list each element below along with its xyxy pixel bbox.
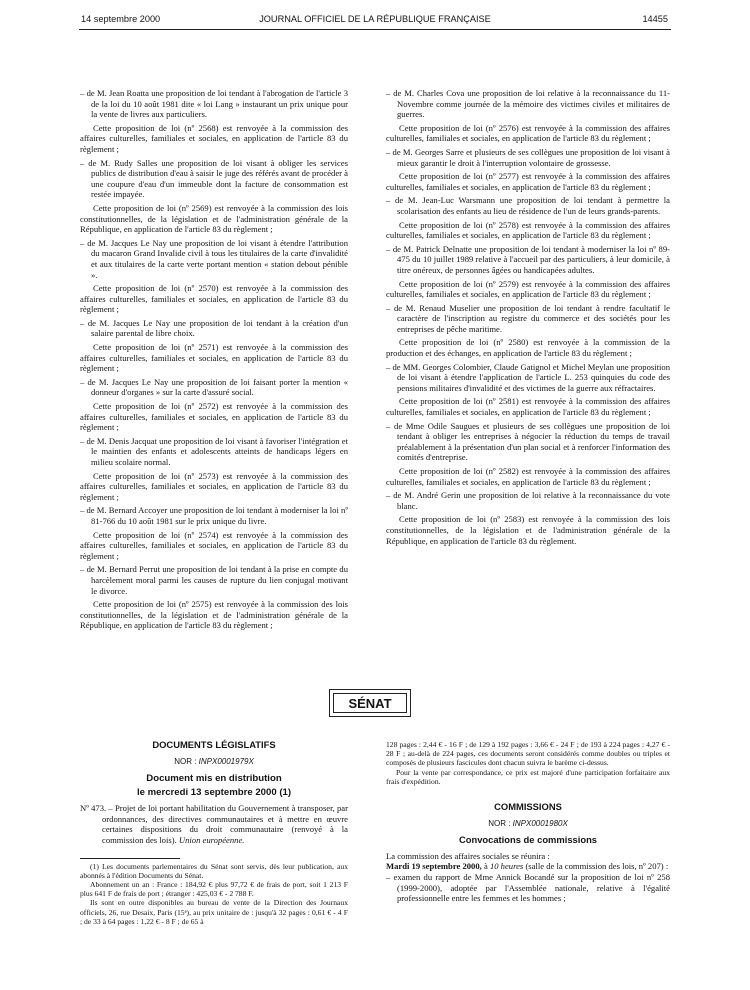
meeting-day: Mardi 19 septembre 2000, — [386, 861, 482, 872]
document-title-2: le mercredi 13 septembre 2000 (1) — [136, 787, 292, 799]
footnote-p2: Abonnement un an : France : 184,92 € plus 97,72 € de frais de port, soit 1 213 F plus 641 F de frais de port ; étranger : 425,03 € - 2 788 F. — [80, 879, 348, 899]
proposal-item: – de M. Jean-Luc Warsmann une proposition de loi tendant à permettre la scolarisation des enfants au lieu de résidence de l'un de leurs grands-parents. — [386, 195, 670, 216]
footnote-p3: Ils sont en outre disponibles au bureau de vente de la Direction des Journaux officiels, 26, rue Desaix, Paris (15ᵉ), au prix unitaire de : jusqu'à 32 pages : 0,61 € - 4 F ; de 33 à 64 pages : 1,22 € - 8 F ; de 65 à — [80, 898, 348, 926]
referral-paragraph: Cette proposition de loi (nº 2573) est renvoyée à la commission des affaires culturelles, familiales et sociales, en application de l'article 83 du règlement ; — [80, 470, 348, 502]
footnote-rule — [80, 858, 180, 859]
senat-box — [329, 689, 411, 717]
tariff-p1: 128 pages : 2,44 € - 16 F ; de 129 à 192 pages : 3,66 € - 24 F ; de 193 à 224 pages : 4,27 € - 28 F ; au-delà de 224 pages, ces documents seront considérés comme doubles ou triples et composés de plusieurs fascicules dont chacun suivra le barème ci-dessus. — [386, 740, 670, 768]
proposal-item: – de M. André Gerin une proposition de loi relative à la reconnaissance du vote blanc. — [386, 490, 670, 511]
proposal-item: – de M. Jacques Le Nay une proposition de loi faisant porter la mention « donneur d'organes » sur la carte d'assuré social. — [80, 376, 348, 398]
referral-paragraph: Cette proposition de loi (nº 2582) est renvoyée à la commission des affaires culturelles, familiales et sociales, en application de l'article 83 du règlement ; — [386, 466, 670, 487]
page-number: 14455 — [642, 14, 668, 24]
proposal-item: – de MM. Georges Colombier, Claude Gatignol et Michel Meylan une proposition de loi visant à étendre l'application de l'article L. 253 quinquies du code des pensions militaires d'invalidité et des victimes de la guerre aux réfractaires. — [386, 361, 670, 393]
proposal-item: – de M. Renaud Muselier une proposition de loi tendant à rendre facultatif le caractère de l'inscription au registre du commerce et des sociétés pour les entreprises de pêche maritime. — [386, 302, 670, 334]
journal-title: JOURNAL OFFICIEL DE LA RÉPUBLIQUE FRANÇAISE — [259, 14, 491, 24]
referral-paragraph: Cette proposition de loi (nº 2568) est renvoyée à la commission des affaires culturelles, familiales et sociales, en application de l'article 83 du règlement ; — [80, 122, 348, 154]
proposal-item: – de M. Rudy Salles une proposition de loi visant à obliger les services publics de distribution d'eau à saisir le juge des référés avant de procéder à une coupure d'eau d'un immeuble dont la facture de consommation est restée impayée. — [80, 157, 348, 200]
footnote — [80, 862, 348, 926]
referral-paragraph: Cette proposition de loi (nº 2577) est renvoyée à la commission des affaires culturelles, familiales et sociales, en application de l'article 83 du règlement ; — [386, 171, 670, 192]
referral-paragraph: Cette proposition de loi (nº 2581) est renvoyée à la commission des affaires culturelles, familiales et sociales, en application de l'article 83 du règlement ; — [386, 396, 670, 418]
left-column — [80, 88, 348, 634]
referral-paragraph: Cette proposition de loi (nº 2575) est renvoyée à la commission des lois constitutionnelles, de la législation et de l'administration générale de la République, en application de l'article 83 du règlement ; — [80, 599, 348, 631]
proposal-item: – de M. Jacques Le Nay une proposition de loi tendant à la création d'un salaire parental de libre choix. — [80, 317, 348, 339]
page-header — [0, 14, 750, 28]
referral-paragraph: Cette proposition de loi (nº 2572) est renvoyée à la commission des affaires culturelles, familiales et sociales, en application de l'article 83 du règlement ; — [80, 401, 348, 433]
referral-paragraph: Cette proposition de loi (nº 2571) est renvoyée à la commission des affaires culturelles, familiales et sociales, en application de l'article 83 du règlement ; — [80, 342, 348, 374]
documents-heading: DOCUMENTS LÉGISLATIFS — [152, 739, 276, 750]
referral-paragraph: Cette proposition de loi (nº 2579) est renvoyée à la commission des affaires culturelles, familiales et sociales, en application de l'article 83 du règlement ; — [386, 278, 670, 300]
referral-paragraph: Cette proposition de loi (nº 2576) est renvoyée à la commission des affaires culturelles, familiales et sociales, en application de l'article 83 du règlement ; — [386, 122, 670, 144]
tariff-text — [386, 740, 670, 786]
nor-label: NOR : — [174, 756, 197, 766]
convocations-heading: Convocations de commissions — [458, 834, 598, 846]
header-rule — [79, 29, 671, 30]
referral-paragraph: Cette proposition de loi (nº 2569) est renvoyée à la commission des lois constitutionnelles, de la législation et de l'administration générale de la République, en application de l'article 83 du règlement ; — [80, 202, 348, 235]
right-column — [386, 88, 670, 549]
proposal-item: – de M. Jacques Le Nay une proposition de loi visant à étendre l'attribution du macaron Grand Invalide civil à tous les titulaires de la carte d'invalidité et aux titulaires de la carte verte portant mention « station debout pénible ». — [80, 237, 348, 280]
meeting-date — [386, 861, 670, 872]
document-title-1: Document mis en distribution — [146, 773, 282, 785]
referral-paragraph: Cette proposition de loi (nº 2574) est renvoyée à la commission des affaires culturelles, familiales et sociales, en application de l'article 83 du règlement ; — [80, 529, 348, 561]
nor-value: INPX0001980X — [512, 818, 568, 828]
documents-nor — [80, 757, 348, 768]
meeting-at: à — [483, 861, 488, 872]
header-date: 14 septembre 2000 — [81, 14, 161, 24]
footnote-p1: (1) Les documents parlementaires du Sénat sont servis, dès leur publication, aux abonnés à l'édition Documents du Sénat. — [80, 861, 348, 880]
document-item-text: Projet de loi portant habilitation du Gouvernement à transposer, par ordonnances, des directives communautaires et à mettre en œuvre certaines dispositions du droit communautaire (renvoyé à la commission des lois). — [102, 803, 348, 845]
senat-label: SÉNAT — [333, 693, 407, 713]
commission-intro: La commission des affaires sociales se réunira : — [386, 850, 550, 861]
meeting-room: (salle de la commission des lois, nº 207) : — [525, 861, 669, 872]
proposal-item: – de M. Georges Sarre et plusieurs de ses collègues une proposition de loi visant à mieux garantir le droit à l'interruption volontaire de grossesse. — [386, 146, 670, 168]
nor-value: INPX0001979X — [198, 756, 254, 766]
proposal-item: – de M. Denis Jacquat une proposition de loi visant à favoriser l'intégration et le maintien des enfants et adolescents atteints de handicaps légers en milieu scolaire normal. — [80, 435, 348, 467]
proposal-item: – de M. Bernard Perrut une proposition de loi tendant à la prise en compte du harcèlement moral parmi les causes de rupture du lien conjugal motivant le divorce. — [80, 564, 348, 596]
documents-section — [80, 740, 348, 926]
referral-paragraph: Cette proposition de loi (nº 2578) est renvoyée à la commission des affaires culturelles, familiales et sociales, en application de l'article 83 du règlement ; — [386, 219, 670, 241]
proposal-item: – de M. Charles Cova une proposition de loi relative à la reconnaissance du 11-Novembre comme journée de la mémoire des victimes civiles et militaires de guerres. — [386, 88, 670, 120]
document-item-number: Nº 473. – — [80, 803, 113, 814]
commissions-heading: COMMISSIONS — [494, 801, 562, 813]
referral-paragraph: Cette proposition de loi (nº 2570) est renvoyée à la commission des affaires culturelles, familiales et sociales, en application de l'article 83 du règlement ; — [80, 283, 348, 315]
commissions-nor — [386, 819, 670, 830]
meeting-time: 10 heures — [489, 861, 524, 872]
proposal-item: – de M. Jean Roatta une proposition de loi tendant à l'abrogation de l'article 3 de la loi du 10 août 1981 dite « loi Lang » instaurant un prix unique pour la vente de livres aux particuliers. — [80, 88, 348, 120]
referral-paragraph: Cette proposition de loi (nº 2583) est renvoyée à la commission des lois constitutionnelles, de la législation et de l'administration générale de la République, en application de l'article 83 du règlement. — [386, 514, 670, 546]
document-item — [80, 803, 348, 845]
proposal-item: – de Mme Odile Saugues et plusieurs de ses collègues une proposition de loi tendant à obliger les entreprises à négocier la réduction du temps de travail préalablement à la présentation d'un plan social et à renforcer l'information des comités d'entreprise. — [386, 420, 670, 463]
tariff-p2: Pour la vente par correspondance, ce prix est majoré d'une participation forfaitaire aux frais d'expédition. — [386, 767, 670, 786]
nor-label: NOR : — [488, 818, 511, 828]
proposal-item: – de M. Patrick Delnatte une proposition de loi tendant à moderniser la loi nº 89-475 du 10 juillet 1989 relative à l'accueil par des particuliers, à leur domicile, à titre onéreux, de personnes âgées ou handicapées adultes. — [386, 243, 670, 275]
document-item-category: Union européenne. — [178, 834, 245, 845]
agenda-item: – examen du rapport de Mme Annick Bocandé sur la proposition de loi nº 258 (1999-2000), adoptée par l'Assemblée nationale, relative à l'égalité professionnelle entre les femmes et les hommes ; — [386, 871, 670, 904]
proposal-item: – de M. Bernard Accoyer une proposition de loi tendant à moderniser la loi nº 81-766 du 10 août 1981 sur le prix unique du livre. — [80, 505, 348, 526]
referral-paragraph: Cette proposition de loi (nº 2580) est renvoyée à la commission de la production et des échanges, en application de l'article 83 du règlement ; — [386, 337, 670, 359]
commissions-section — [386, 740, 670, 904]
